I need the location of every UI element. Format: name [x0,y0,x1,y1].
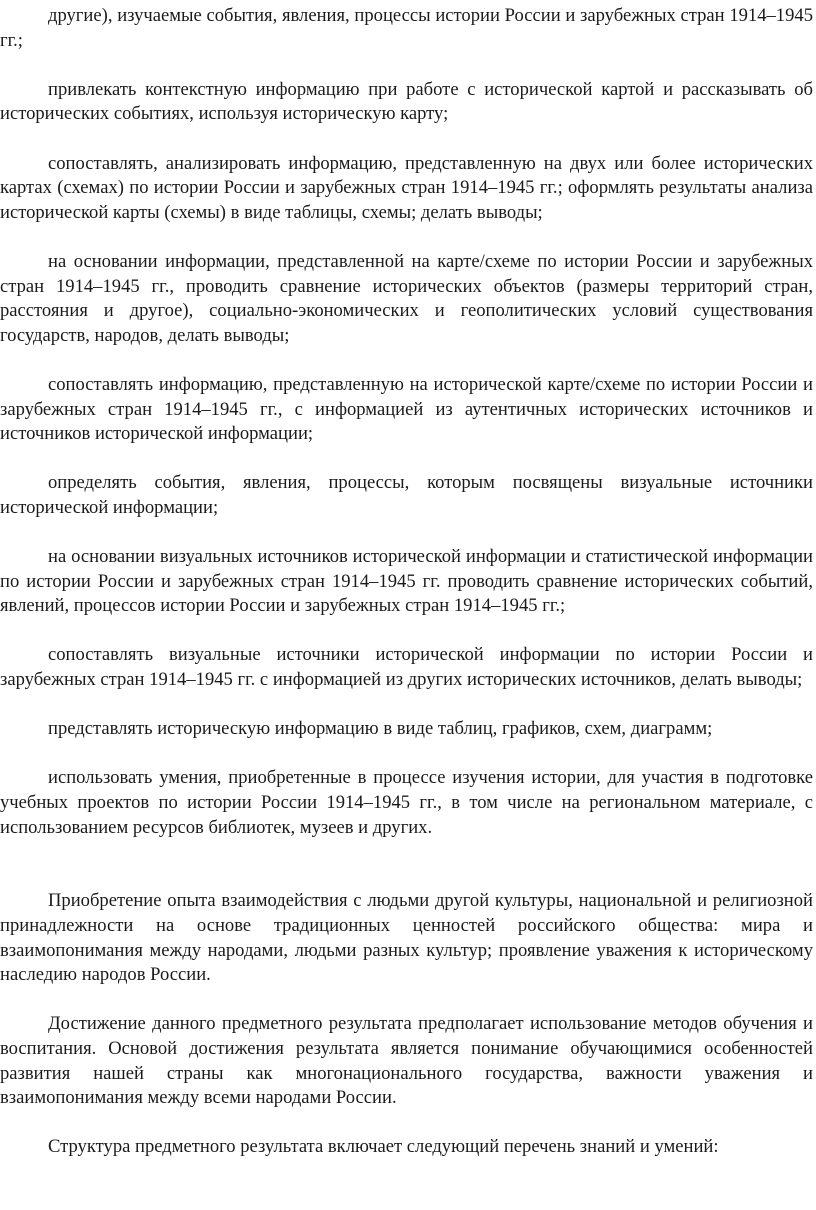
paragraph-7: на основании визуальных источников исторической информации и статистической информации по истории России и зарубежных стран 1914–1945 гг. проводить сравнение исторических событий, явлений, процессов истории России и зарубежных стран 1914–1945 гг.; [0,546,813,617]
paragraph-5: сопоставлять информацию, представленную на исторической карте/схеме по истории России и зарубежных стран 1914–1945 гг., с информацией из аутентичных исторических источников и источников исторической информации; [0,373,813,445]
paragraph-8: сопоставлять визуальные источники исторической информации по истории России и зарубежных стран 1914–1945 гг. с информацией из других исторических источников, делать выводы; [0,644,813,691]
paragraph-1: другие), изучаемые события, явления, процессы истории России и зарубежных стран 1914–1945 гг.; [0,5,813,51]
paragraph-13: Структура предметного результата включает следующий перечень знаний и умений: [48,1136,719,1158]
paragraph-9: представлять историческую информацию в виде таблиц, графиков, схем, диаграмм; [48,718,713,740]
paragraph-12: Достижение данного предметного результата предполагает использование методов обучения и воспитания. Основой достижения результата является понимание обучающимися особенностей развития нашей страны как многонационального государства, важности уважения и взаимопонимания между всеми народами России. [0,1013,813,1109]
paragraph-4: на основании информации, представленной на карте/схеме по истории России и зарубежных стран 1914–1945 гг., проводить сравнение исторических объектов (размеры территорий стран, расстояния и другое), социально-экономических и геополитических условий существования государств, народов, делать выводы; [0,250,813,346]
blank-line [0,865,813,890]
paragraph-6: определять события, явления, процессы, которым посвящены визуальные источники исторической информации; [0,472,813,518]
paragraph-10: использовать умения, приобретенные в процессе изучения истории, для участия в подготовке учебных проектов по истории России 1914–1945 гг., в том числе на региональном материале, с использованием ресурсов библиотек, музеев и других. [0,767,813,838]
paragraph-2: привлекать контекстную информацию при работе с исторической картой и рассказывать об исторических событиях, используя историческую карту; [0,78,813,125]
paragraph-3: сопоставлять, анализировать информацию, представленную на двух или более исторических картах (схемах) по истории России и зарубежных стран 1914–1945 гг.; оформлять результаты анализа исторической карты (схемы) в виде таблицы, схемы; делать выводы; [0,152,813,223]
paragraph-11: Приобретение опыта взаимодействия с людьми другой культуры, национальной и религиозной принадлежности на основе традиционных ценностей российского общества: мира и взаимопонимания между народами, людьми разных культур; проявление уважения к историческому наследию народов России. [0,890,813,986]
